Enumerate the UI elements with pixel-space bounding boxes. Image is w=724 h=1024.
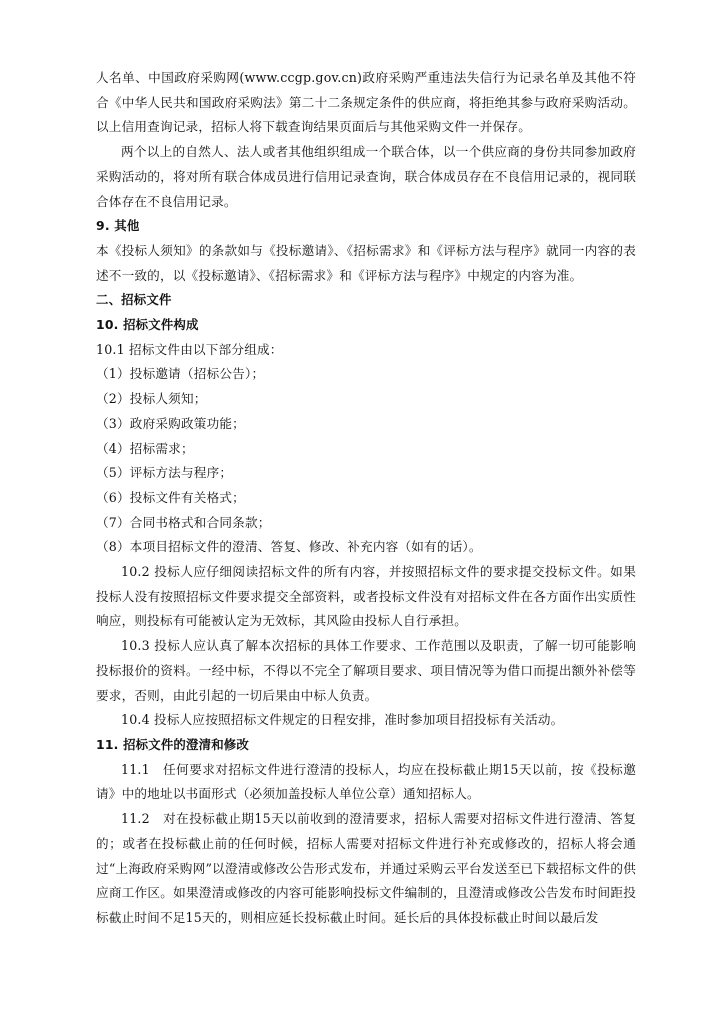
paragraph: 两个以上的自然人、法人或者其他组织组成一个联合体，以一个供应商的身份共同参加政府采购活动的，将对所有联合体成员进行信用记录查询，联合体成员存在不良信用记录的，视同联合体存在不良信用记录。 <box>96 144 636 209</box>
paragraph: 人名单、中国政府采购网(www.ccgp.gov.cn)政府采购严重违法失信行为记录名单及其他不符合《中华人民共和国政府采购法》第二十二条规定条件的供应商，将拒绝其参与政府采购活动。以上信用查询记录，招标人将下载查询结果页面后与其他采购文件一并保存。 <box>96 70 636 135</box>
paragraph: 11.1 任何要求对招标文件进行澄清的投标人，均应在投标截止期15天以前，按《投标邀请》中的地址以书面形式（必须加盖投标人单位公章）通知招标人。 <box>96 761 636 802</box>
list-item: （5）评标方法与程序； <box>96 465 233 481</box>
list-item: （7）合同书格式和合同条款； <box>96 514 271 530</box>
paragraph: 10.4 投标人应按照招标文件规定的日程安排，准时参加项目招投标有关活动。 <box>121 712 564 728</box>
list-item: （6）投标文件有关格式； <box>96 489 245 505</box>
list-item: （2）投标人须知； <box>96 391 207 407</box>
section-heading: 10. 招标文件构成 <box>96 317 199 333</box>
section-heading: 二、招标文件 <box>96 292 172 308</box>
document-body <box>96 66 636 931</box>
paragraph: 10.2 投标人应仔细阅读招标文件的所有内容，并按照招标文件的要求提交投标文件。如果投标人没有按照招标文件要求提交全部资料，或者投标文件没有对招标文件在各方面作出实质性响应，则投标有可能被认定为无效标，其风险由投标人自行承担。 <box>96 564 636 629</box>
list-item: 10.1 招标文件由以下部分组成： <box>96 341 283 357</box>
list-item: （3）政府采购政策功能； <box>96 415 245 431</box>
list-item: （8）本项目招标文件的澄清、答复、修改、补充内容（如有的话）。 <box>96 539 482 555</box>
section-heading: 9. 其他 <box>96 218 140 234</box>
list-item: （1）投标邀请（招标公告）； <box>96 366 265 382</box>
section-heading: 11. 招标文件的澄清和修改 <box>96 736 249 752</box>
paragraph: 本《投标人须知》的条款如与《投标邀请》、《招标需求》和《评标方法与程序》就同一内容的表述不一致的，以《投标邀请》、《招标需求》和《评标方法与程序》中规定的内容为准。 <box>96 242 636 283</box>
list-item: （4）招标需求； <box>96 440 194 456</box>
paragraph: 10.3 投标人应认真了解本次招标的具体工作要求、工作范围以及职责，了解一切可能影响投标报价的资料。一经中标，不得以不完全了解项目要求、项目情况等为借口而提出额外补偿等要求，否则，由此引起的一切后果由中标人负责。 <box>96 638 636 703</box>
paragraph: 11.2 对在投标截止期15天以前收到的澄清要求，招标人需要对招标文件进行澄清、答复的；或者在投标截止前的任何时候，招标人需要对招标文件进行补充或修改的，招标人将会通过“上海政府采购网”以澄清或修改公告形式发布，并通过采购云平台发送至已下载招标文件的供应商工作区。如果澄清或修改的内容可能影响投标文件编制的，且澄清或修改公告发布时间距投标截止时间不足15天的，则相应延长投标截止时间。延长后的具体投标截止时间以最后发 <box>96 811 636 925</box>
